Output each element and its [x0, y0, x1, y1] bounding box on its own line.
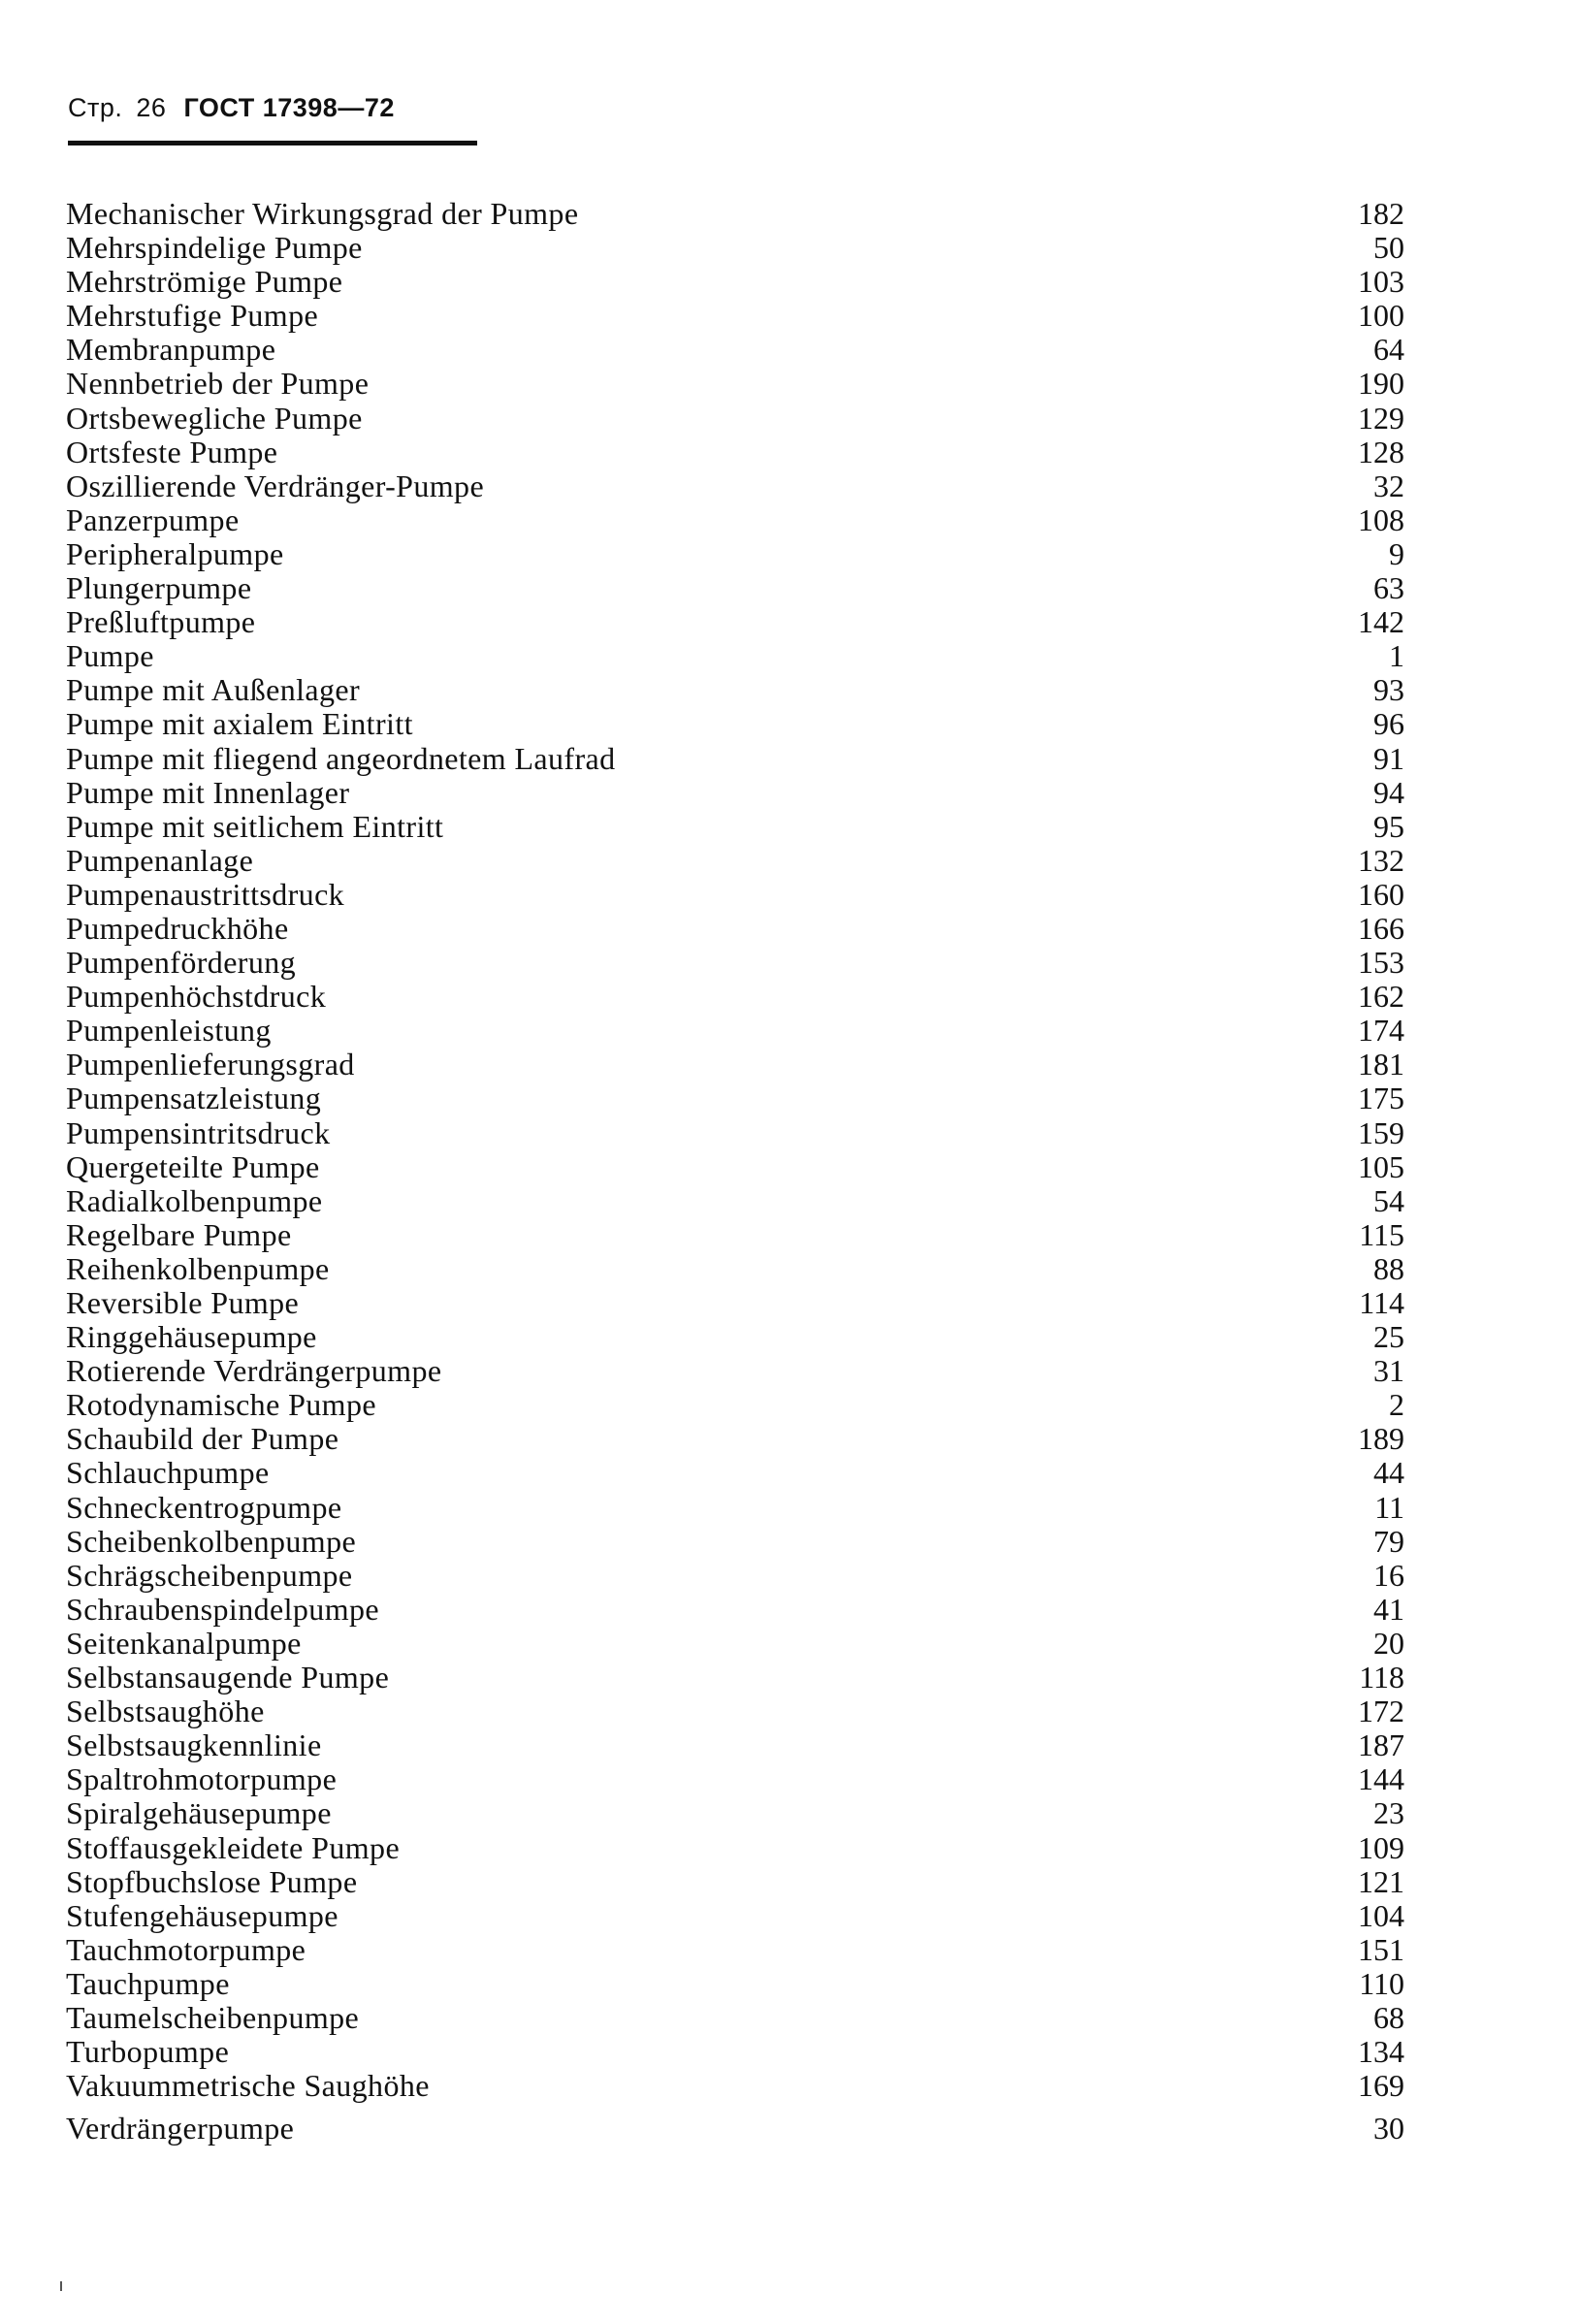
index-entry — [66, 231, 1404, 265]
index-ref-number: 30 — [1373, 2111, 1404, 2146]
index-ref-number: 93 — [1373, 672, 1404, 708]
index-term: Pumpenanlage — [66, 842, 254, 878]
index-term: Pumpe — [66, 638, 154, 674]
index-term: Selbstansaugende Pumpe — [66, 1660, 390, 1695]
index-term: Plungerpumpe — [66, 570, 252, 606]
index-ref-number: 144 — [1358, 1761, 1404, 1797]
index-entry — [66, 1661, 1404, 1695]
index-entry — [66, 469, 1404, 503]
index-entry — [66, 1422, 1404, 1456]
index-term: Rotierende Verdrängerpumpe — [66, 1353, 442, 1389]
page-number: 26 — [136, 93, 167, 122]
index-ref-number: 169 — [1358, 2068, 1404, 2104]
index-entry — [66, 1627, 1404, 1661]
index-term: Reihenkolbenpumpe — [66, 1250, 330, 1286]
index-ref-number: 151 — [1358, 1931, 1404, 1967]
index-ref-number: 64 — [1373, 332, 1404, 368]
index-entry — [66, 844, 1404, 878]
index-entry — [66, 1218, 1404, 1252]
index-term: Oszillierende Verdränger-Pumpe — [66, 468, 485, 503]
index-term: Rotodynamische Pumpe — [66, 1387, 376, 1423]
index-ref-number: 2 — [1389, 1387, 1404, 1423]
index-ref-number: 63 — [1373, 570, 1404, 606]
index-ref-number: 134 — [1358, 2034, 1404, 2070]
scan-mark — [60, 2281, 62, 2291]
index-ref-number: 114 — [1359, 1285, 1404, 1320]
index-ref-number: 128 — [1358, 434, 1404, 469]
index-entry — [66, 197, 1404, 231]
index-ref-number: 109 — [1358, 1829, 1404, 1865]
index-entry — [66, 2035, 1404, 2069]
index-ref-number: 103 — [1358, 264, 1404, 300]
index-term: Pumpenförderung — [66, 945, 297, 981]
index-ref-number: 25 — [1373, 1319, 1404, 1355]
index-ref-number: 100 — [1358, 298, 1404, 334]
index-ref-number: 68 — [1373, 1999, 1404, 2035]
index-entry — [66, 1525, 1404, 1559]
index-term: Stoffausgekleidete Pumpe — [66, 1829, 401, 1865]
index-list — [66, 197, 1404, 2146]
index-entry — [66, 980, 1404, 1014]
index-entry — [66, 1116, 1404, 1150]
index-ref-number: 32 — [1373, 468, 1404, 503]
index-term: Pumpensintritsdruck — [66, 1114, 331, 1150]
index-ref-number: 162 — [1358, 979, 1404, 1015]
index-entry — [66, 605, 1404, 639]
index-entry — [66, 2069, 1404, 2103]
index-entry — [66, 503, 1404, 537]
index-ref-number: 23 — [1373, 1795, 1404, 1831]
index-term: Ringgehäusepumpe — [66, 1319, 317, 1355]
index-entry — [66, 2112, 1404, 2146]
index-term: Spaltrohmotorpumpe — [66, 1761, 338, 1797]
index-ref-number: 50 — [1373, 230, 1404, 266]
index-entry — [66, 402, 1404, 436]
index-ref-number: 104 — [1358, 1897, 1404, 1933]
index-term: Schraubenspindelpumpe — [66, 1591, 379, 1627]
index-ref-number: 175 — [1358, 1081, 1404, 1116]
index-term: Mehrstufige Pumpe — [66, 298, 319, 334]
index-term: Spiralgehäusepumpe — [66, 1795, 332, 1831]
index-term: Vakuummetrische Saughöhe — [66, 2068, 430, 2104]
index-entry — [66, 1286, 1404, 1320]
index-ref-number: 160 — [1358, 876, 1404, 912]
standard-code: ГОСТ 17398—72 — [183, 93, 395, 122]
index-entry — [66, 742, 1404, 776]
index-ref-number: 121 — [1358, 1863, 1404, 1899]
index-entry — [66, 299, 1404, 333]
index-term: Pumpenleistung — [66, 1013, 272, 1049]
index-ref-number: 182 — [1358, 196, 1404, 231]
index-term: Turbopumpe — [66, 2034, 230, 2070]
index-term: Schlauchpumpe — [66, 1455, 270, 1491]
index-term: Schaubild der Pumpe — [66, 1421, 339, 1457]
index-term: Pumpenhöchstdruck — [66, 979, 327, 1015]
index-entry — [66, 1048, 1404, 1081]
index-term: Reversible Pumpe — [66, 1285, 300, 1320]
index-entry — [66, 946, 1404, 980]
index-entry — [66, 1967, 1404, 2001]
index-entry — [66, 1456, 1404, 1490]
index-term: Pumpe mit fliegend angeordnetem Laufrad — [66, 740, 616, 776]
index-term: Selbstsaughöhe — [66, 1694, 265, 1729]
index-ref-number: 159 — [1358, 1114, 1404, 1150]
index-term: Taumelscheibenpumpe — [66, 1999, 360, 2035]
index-entry — [66, 810, 1404, 844]
index-entry — [66, 1252, 1404, 1286]
index-term: Stufengehäusepumpe — [66, 1897, 338, 1933]
index-term: Pumpe mit seitlichem Eintritt — [66, 808, 444, 844]
index-entry — [66, 776, 1404, 810]
index-term: Pumpe mit Innenlager — [66, 774, 350, 810]
index-ref-number: 44 — [1373, 1455, 1404, 1491]
index-entry — [66, 1150, 1404, 1184]
index-ref-number: 174 — [1358, 1013, 1404, 1049]
index-entry — [66, 1354, 1404, 1388]
index-ref-number: 187 — [1358, 1727, 1404, 1763]
index-ref-number: 115 — [1359, 1216, 1404, 1252]
index-entry — [66, 1014, 1404, 1048]
index-entry — [66, 571, 1404, 605]
index-ref-number: 181 — [1358, 1047, 1404, 1082]
index-term: Mehrspindelige Pumpe — [66, 230, 363, 266]
index-entry — [66, 1559, 1404, 1593]
index-term: Seitenkanalpumpe — [66, 1625, 302, 1661]
index-term: Mechanischer Wirkungsgrad der Pumpe — [66, 196, 579, 231]
index-entry — [66, 639, 1404, 673]
index-ref-number: 172 — [1358, 1694, 1404, 1729]
index-ref-number: 118 — [1359, 1660, 1404, 1695]
index-ref-number: 79 — [1373, 1523, 1404, 1559]
index-entry — [66, 1320, 1404, 1354]
index-term: Tauchpumpe — [66, 1965, 230, 2001]
index-ref-number: 94 — [1373, 774, 1404, 810]
index-term: Schrägscheibenpumpe — [66, 1557, 353, 1593]
header-rule — [68, 141, 477, 145]
index-ref-number: 16 — [1373, 1557, 1404, 1593]
index-entry — [66, 333, 1404, 367]
index-term: Quergeteilte Pumpe — [66, 1148, 320, 1184]
index-term: Pumpedruckhöhe — [66, 910, 289, 946]
index-term: Preßluftpumpe — [66, 604, 256, 640]
index-entry — [66, 537, 1404, 571]
index-ref-number: 88 — [1373, 1250, 1404, 1286]
index-term: Pumpe mit axialem Eintritt — [66, 706, 413, 742]
index-term: Peripheralpumpe — [66, 535, 284, 571]
index-term: Ortsfeste Pumpe — [66, 434, 278, 469]
index-ref-number: 142 — [1358, 604, 1404, 640]
index-ref-number: 189 — [1358, 1421, 1404, 1457]
index-ref-number: 108 — [1358, 501, 1404, 537]
index-entry — [66, 367, 1404, 401]
index-entry — [66, 1899, 1404, 1933]
index-term: Panzerpumpe — [66, 501, 240, 537]
index-term: Selbstsaugkennlinie — [66, 1727, 322, 1763]
index-ref-number: 153 — [1358, 945, 1404, 981]
index-entry — [66, 673, 1404, 707]
index-ref-number: 20 — [1373, 1625, 1404, 1661]
index-ref-number: 96 — [1373, 706, 1404, 742]
index-term: Pumpensatzleistung — [66, 1081, 322, 1116]
index-entry — [66, 1491, 1404, 1525]
index-term: Membranpumpe — [66, 332, 276, 368]
index-entry — [66, 1695, 1404, 1728]
index-ref-number: 1 — [1389, 638, 1404, 674]
index-ref-number: 91 — [1373, 740, 1404, 776]
index-entry — [66, 1762, 1404, 1796]
index-ref-number: 190 — [1358, 366, 1404, 402]
index-entry — [66, 1184, 1404, 1218]
index-term: Scheibenkolbenpumpe — [66, 1523, 357, 1559]
index-entry — [66, 1796, 1404, 1830]
page-label: Стр. — [68, 93, 123, 122]
index-entry — [66, 1388, 1404, 1422]
index-entry — [66, 436, 1404, 469]
index-ref-number: 95 — [1373, 808, 1404, 844]
index-term: Mehrströmige Pumpe — [66, 264, 343, 300]
index-entry — [66, 912, 1404, 946]
index-ref-number: 132 — [1358, 842, 1404, 878]
index-ref-number: 31 — [1373, 1353, 1404, 1389]
index-term: Radialkolbenpumpe — [66, 1182, 323, 1218]
index-term: Schneckentrogpumpe — [66, 1489, 342, 1525]
index-entry — [66, 265, 1404, 299]
index-entry — [66, 1831, 1404, 1865]
index-term: Regelbare Pumpe — [66, 1216, 292, 1252]
index-entry — [66, 1728, 1404, 1762]
index-term: Pumpenaustrittsdruck — [66, 876, 345, 912]
index-ref-number: 110 — [1359, 1965, 1404, 2001]
index-ref-number: 105 — [1358, 1148, 1404, 1184]
index-term: Pumpe mit Außenlager — [66, 672, 361, 708]
index-term: Verdrängerpumpe — [66, 2111, 295, 2146]
index-entry — [66, 1081, 1404, 1115]
index-entry — [66, 1933, 1404, 1967]
index-ref-number: 11 — [1374, 1489, 1404, 1525]
index-ref-number: 41 — [1373, 1591, 1404, 1627]
index-term: Ortsbewegliche Pumpe — [66, 400, 363, 436]
index-ref-number: 9 — [1389, 535, 1404, 571]
index-term: Tauchmotorpumpe — [66, 1931, 306, 1967]
index-ref-number: 166 — [1358, 910, 1404, 946]
index-entry — [66, 878, 1404, 912]
index-ref-number: 54 — [1373, 1182, 1404, 1218]
index-ref-number: 129 — [1358, 400, 1404, 436]
index-term: Stopfbuchslose Pumpe — [66, 1863, 358, 1899]
index-entry — [66, 1865, 1404, 1899]
index-entry — [66, 1593, 1404, 1627]
index-term: Nennbetrieb der Pumpe — [66, 366, 370, 402]
index-entry — [66, 2001, 1404, 2035]
index-entry — [66, 707, 1404, 741]
page-header — [68, 93, 395, 123]
index-term: Pumpenlieferungsgrad — [66, 1047, 355, 1082]
